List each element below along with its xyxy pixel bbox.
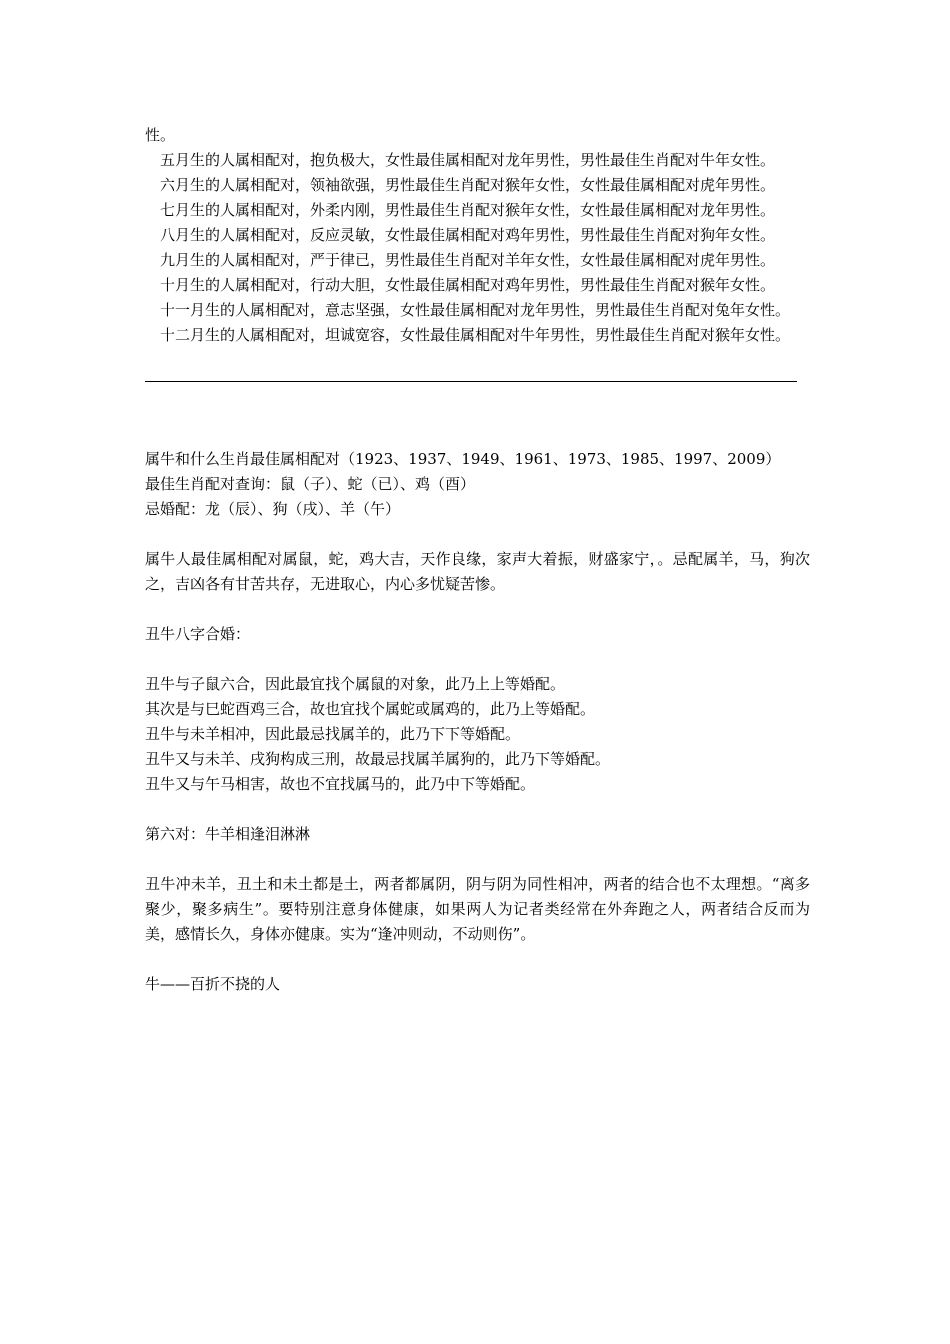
bazi-line: 丑牛与子鼠六合，因此最宜找个属鼠的对象，此乃上上等婚配。 xyxy=(145,675,566,693)
ox-heading: 属牛和什么生肖最佳属相配对（1923、1937、1949、1961、1973、1985、1997、2009） xyxy=(145,450,781,468)
document-page xyxy=(145,123,810,997)
pair-text: 丑牛冲未羊，丑土和未土都是土，两者都属阴，阴与阴为同性相冲，两者的结合也不太理想。“离多聚少，聚多病生”。要特别注意身体健康，如果两人为记者类经常在外奔跑之人，两者结合反而为美，感情长久，身体亦健康。实为“逢冲则动，不动则伤”。 xyxy=(145,875,810,943)
month-paragraph-may: 五月生的人属相配对，抱负极大，女性最佳属相配对龙年男性，男性最佳生肖配对牛年女性。 xyxy=(160,151,776,169)
best-match-query: 最佳生肖配对查询：鼠（子）、蛇（已）、鸡（酉） xyxy=(145,475,476,493)
bazi-line: 丑牛又与未羊、戌狗构成三刑，故最忌找属羊属狗的，此乃下等婚配。 xyxy=(145,750,611,768)
fragment-line: 性。 xyxy=(145,126,176,144)
bazi-title: 丑牛八字合婚： xyxy=(145,625,251,643)
ox-summary: 属牛人最佳属相配对属鼠，蛇，鸡大吉，天作良缘，家声大着振，财盛家宁，。忌配属羊，马，狗次之，吉凶各有甘苦共存，无进取心，内心多忧疑苦惨。 xyxy=(145,550,810,593)
month-paragraph-july: 七月生的人属相配对，外柔内刚，男性最佳生肖配对猴年女性，女性最佳属相配对龙年男性。 xyxy=(160,201,776,219)
month-paragraph-december: 十二月生的人属相配对，坦诚宽容，女性最佳属相配对牛年男性，男性最佳生肖配对猴年女性。 xyxy=(160,326,791,344)
bazi-line: 丑牛又与午马相害，故也不宜找属马的，此乃中下等婚配。 xyxy=(145,775,536,793)
month-paragraph-october: 十月生的人属相配对，行动大胆，女性最佳属相配对鸡年男性，男性最佳生肖配对猴年女性。 xyxy=(160,276,776,294)
month-paragraph-august: 八月生的人属相配对，反应灵敏，女性最佳属相配对鸡年男性，男性最佳生肖配对狗年女性。 xyxy=(160,226,776,244)
month-paragraph-september: 九月生的人属相配对，严于律已，男性最佳生肖配对羊年女性，女性最佳属相配对虎年男性。 xyxy=(160,251,776,269)
closing-heading: 牛——百折不挠的人 xyxy=(145,975,281,993)
avoid-marriage: 忌婚配：龙（辰）、狗（戌）、羊（午） xyxy=(145,500,401,518)
month-paragraph-june: 六月生的人属相配对，领袖欲强，男性最佳生肖配对猴年女性，女性最佳属相配对虎年男性。 xyxy=(160,176,776,194)
bazi-line: 其次是与巳蛇酉鸡三合，故也宜找个属蛇或属鸡的，此乃上等婚配。 xyxy=(145,700,596,718)
month-paragraph-november: 十一月生的人属相配对，意志坚强，女性最佳属相配对龙年男性，男性最佳生肖配对兔年女性。 xyxy=(160,301,791,319)
pair-title: 第六对：牛羊相逢泪淋淋 xyxy=(145,825,311,843)
bazi-line: 丑牛与未羊相冲，因此最忌找属羊的，此乃下下等婚配。 xyxy=(145,725,521,743)
